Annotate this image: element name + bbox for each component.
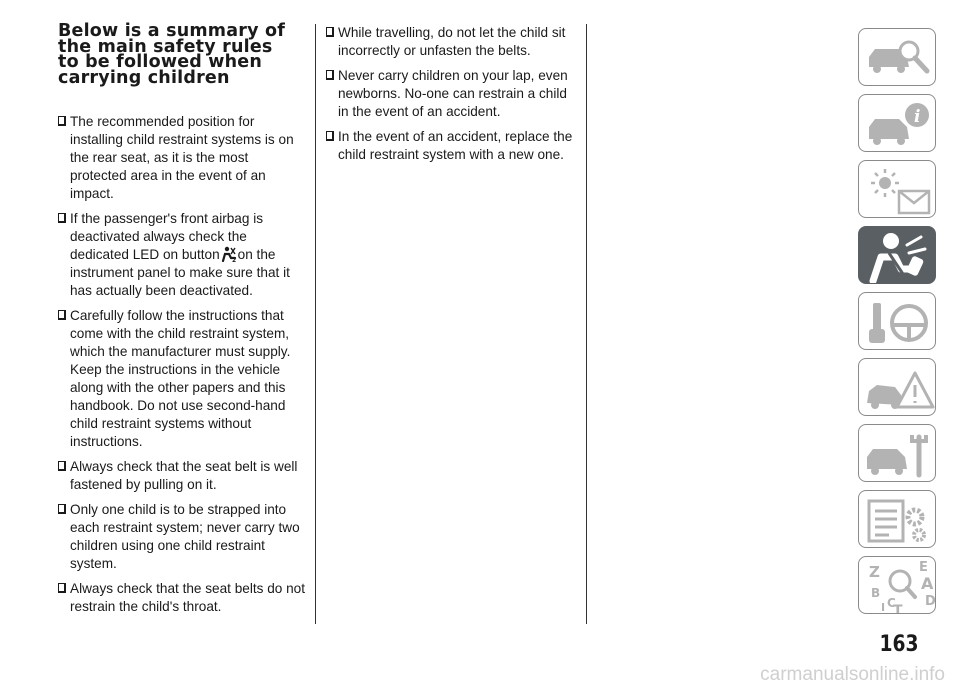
svg-text:i: i bbox=[914, 107, 921, 127]
tab-warning-lights[interactable] bbox=[858, 160, 936, 218]
specifications-gear-icon bbox=[859, 491, 936, 548]
list-item: Always check that the seat belts do not restrain the child's throat. bbox=[58, 580, 308, 616]
key-steering-wheel-icon bbox=[859, 293, 936, 350]
list-item: Always check that the seat belt is well fastened by pulling on it. bbox=[58, 458, 308, 494]
index-letter: A bbox=[921, 574, 934, 593]
checkbox-bullet-icon bbox=[326, 27, 334, 37]
car-crash-warning-icon bbox=[859, 359, 936, 416]
page-number: 163 bbox=[879, 632, 919, 657]
warning-light-message-icon bbox=[859, 161, 936, 218]
checkbox-bullet-icon bbox=[58, 213, 66, 223]
car-wrench-icon bbox=[859, 425, 936, 482]
list-item: Never carry children on your lap, even newborns. No-one can restrain a child in the event of an accident. bbox=[326, 67, 578, 121]
list-item: Carefully follow the instructions that come with the child restraint system, which the manufacturer must supply. Keep the instructions in the vehicle along with the other papers and this handbook. Do not use second-hand child restraint systems without instructions. bbox=[58, 307, 308, 451]
checkbox-bullet-icon bbox=[58, 504, 66, 514]
tab-safety[interactable] bbox=[858, 226, 936, 284]
list-item: While travelling, do not let the child sit incorrectly or unfasten the belts. bbox=[326, 24, 578, 60]
checkbox-bullet-icon bbox=[58, 583, 66, 593]
tab-technical-specifications[interactable] bbox=[858, 490, 936, 548]
list-item: Only one child is to be strapped into each restraint system; never carry two children using one child restraint system. bbox=[58, 501, 308, 573]
svg-text:2: 2 bbox=[231, 257, 236, 262]
index-letter: E bbox=[919, 560, 928, 575]
index-letter: Z bbox=[869, 563, 880, 581]
left-column bbox=[58, 113, 308, 623]
passenger-airbag-off-icon bbox=[221, 246, 237, 262]
list-item: The recommended position for installing child restraint systems is on the rear seat, as it is the most protected area in the event of an impact. bbox=[58, 113, 308, 203]
index-letter: T bbox=[893, 603, 903, 615]
car-magnifier-icon bbox=[859, 29, 936, 86]
tab-in-an-emergency[interactable] bbox=[858, 358, 936, 416]
alphabetical-index-icon bbox=[859, 557, 936, 614]
checkbox-bullet-icon bbox=[58, 461, 66, 471]
tab-knowing-instrument-panel[interactable] bbox=[858, 94, 936, 152]
tab-index[interactable] bbox=[858, 556, 936, 614]
tab-getting-to-know-car[interactable] bbox=[858, 28, 936, 86]
checkbox-bullet-icon bbox=[58, 116, 66, 126]
column-divider bbox=[586, 24, 587, 624]
tab-starting-driving[interactable] bbox=[858, 292, 936, 350]
section-heading: Below is a summary of the main safety rules to be followed when carrying children bbox=[58, 21, 286, 88]
list-item: If the passenger's front airbag is deactivated always check the dedicated LED on button 2 on the instrument panel to make sure that it has actually been deactivated. bbox=[58, 210, 308, 300]
right-column bbox=[326, 24, 578, 171]
index-letter: C bbox=[887, 596, 896, 610]
checkbox-bullet-icon bbox=[326, 131, 334, 141]
checkbox-bullet-icon bbox=[58, 310, 66, 320]
checkbox-bullet-icon bbox=[326, 70, 334, 80]
seat-belt-airbag-icon bbox=[859, 227, 936, 284]
index-letter: I bbox=[881, 601, 886, 614]
index-letter: B bbox=[871, 586, 881, 600]
index-letter: D bbox=[925, 594, 936, 609]
list-item: In the event of an accident, replace the child restraint system with a new one. bbox=[326, 128, 578, 164]
car-info-icon bbox=[859, 95, 936, 152]
tab-servicing-care[interactable] bbox=[858, 424, 936, 482]
watermark-text: carmanualsonline.info bbox=[760, 664, 945, 685]
column-divider bbox=[315, 24, 316, 624]
